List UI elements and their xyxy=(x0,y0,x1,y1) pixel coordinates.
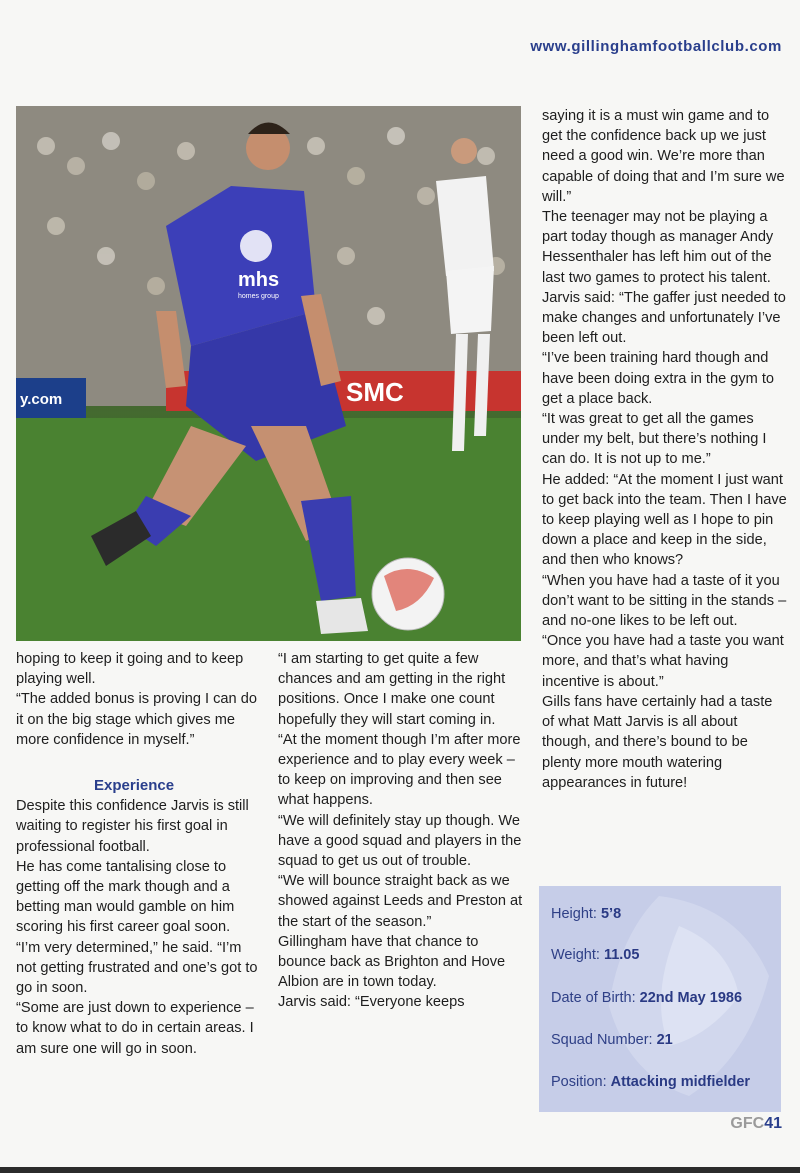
paragraph: “It was great to get all the games under my belt, but there’s nothing I can do. It is not up to me.” xyxy=(542,411,767,468)
stat-dob xyxy=(551,990,742,1006)
stat-value: 5’8 xyxy=(600,906,622,922)
paragraph: “I’ve been training hard though and have been doing extra in the gym to get a place back. xyxy=(542,350,775,407)
article-column-2 xyxy=(278,649,528,1013)
stat-height xyxy=(551,906,621,922)
stat-label: Squad Number: xyxy=(551,1032,653,1048)
paragraph: “The added bonus is proving I can do it on the big stage which gives me more confidence in myself.” xyxy=(16,691,257,748)
paragraph: Jarvis said: “The gaffer just needed to make changes and unfortunately I’ve been left out. xyxy=(542,289,786,347)
football-action-image xyxy=(16,106,521,641)
paragraph: He added: “At the moment I just want to get back into the team. Then I have to keep playing well as I hope to pin down a place and keep in the side, and then who knows? xyxy=(542,471,787,569)
website-url: www.gillinghamfootballclub.com xyxy=(530,38,782,55)
stat-squad-number xyxy=(551,1032,673,1048)
advert-text-right: SMC xyxy=(346,377,404,407)
paragraph: “When you have had a taste of it you don’t want to be sitting in the stands – and no-one likes to be left out. xyxy=(542,572,787,630)
stat-position xyxy=(551,1074,750,1090)
stat-value: 11.05 xyxy=(603,947,640,963)
paragraph: “We will bounce straight back as we showed against Leeds and Preston at the start of the season.” xyxy=(278,873,523,930)
paragraph: Gillingham have that chance to bounce back as Brighton and Hove Albion are in town today. xyxy=(278,933,506,991)
paragraph: “At the moment though I’m after more experience and to play every week – to keep on improving and then see what happens. xyxy=(278,731,521,809)
stat-label: Height: xyxy=(551,906,597,922)
bottom-rule xyxy=(0,1167,800,1173)
paragraph: “Once you have had a taste you want more, and that’s what having incentive is about.” xyxy=(542,633,784,690)
footer-page: 41 xyxy=(764,1115,782,1132)
stat-label: Position: xyxy=(551,1074,607,1090)
paragraph: He has come tantalising close to getting off the mark though and a betting man would gamble on him scoring his first career goal soon. xyxy=(16,858,235,936)
paragraph: “I’m very determined,” he said. “I’m not getting frustrated and one’s got to go in soon. xyxy=(16,939,258,997)
shirt-sponsor-subtext: homes group xyxy=(238,293,279,300)
stat-value: 22nd May 1986 xyxy=(639,990,743,1006)
paragraph: “We will definitely stay up though. We have a good squad and players in the squad to get us out of trouble. xyxy=(278,812,522,870)
stat-value: 21 xyxy=(656,1032,673,1048)
player-stats-box xyxy=(539,886,781,1112)
paragraph: Despite this confidence Jarvis is still waiting to register his first goal in professional football. xyxy=(16,798,249,855)
paragraph: “I am starting to get quite a few chances and am getting in the right positions. Once I make one count hopefully they will start coming in. xyxy=(278,651,506,728)
footer-prefix: GFC xyxy=(730,1115,765,1132)
article-column-3 xyxy=(542,106,788,793)
section-heading: Experience xyxy=(94,777,175,795)
paragraph: Gills fans have certainly had a taste of what Matt Jarvis is all about though, and there’s bound to be plenty more mouth watering appearances in future! xyxy=(542,693,773,791)
stat-weight xyxy=(551,947,639,963)
article-column-1 xyxy=(16,649,264,1059)
paragraph: saying it is a must win game and to get the confidence back up we just need a good win. We’re more than capable of doing that and I’m sure we will.” xyxy=(542,108,785,205)
paragraph: The teenager may not be playing a part today though as manager Andy Hessenthaler has left him out of the last two games to protect his talent. xyxy=(542,209,774,286)
paragraph: Jarvis said: “Everyone keeps xyxy=(278,994,465,1011)
stat-value: Attacking midfielder xyxy=(610,1074,751,1090)
stat-label: Date of Birth: xyxy=(551,990,636,1006)
page-number xyxy=(730,1115,782,1133)
paragraph: hoping to keep it going and to keep playing well. xyxy=(16,651,244,688)
stat-label: Weight: xyxy=(551,947,600,963)
match-photo xyxy=(16,106,521,641)
paragraph: “Some are just down to experience – to know what to do in certain areas. I am sure one will go in soon. xyxy=(16,1000,254,1057)
shirt-sponsor-text: mhs xyxy=(238,269,280,291)
advert-text-left: y.com xyxy=(20,391,63,408)
football xyxy=(372,558,444,630)
